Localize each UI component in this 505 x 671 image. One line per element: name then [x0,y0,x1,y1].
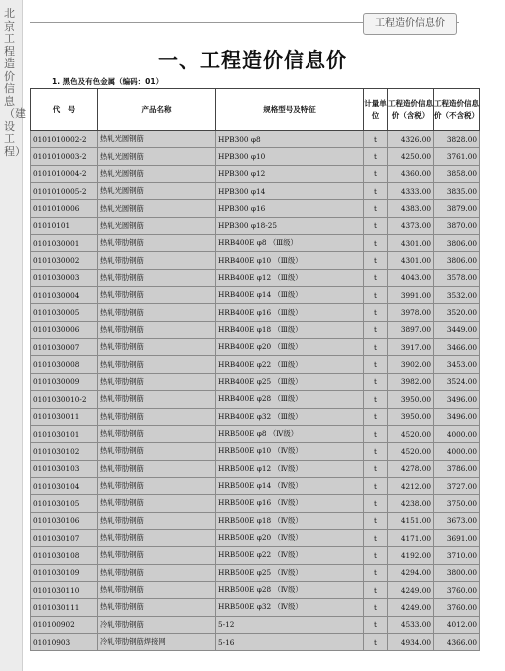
cell-code: 0101030001 [31,235,98,252]
cell-spec: HPB300 φ8 [216,131,364,148]
table-body [31,131,480,651]
cell-spec: HRB400E φ10 （Ⅲ级） [216,252,364,269]
table-row [31,183,480,200]
table-row [31,477,480,494]
cell-price-notax: 3532.00 [434,287,480,304]
cell-unit: t [364,339,388,356]
section-heading: 1. 黑色及有色金属（编码：01） [52,77,164,86]
cell-spec: HRB400E φ14 （Ⅲ级） [216,287,364,304]
cell-price-tax: 4238.00 [388,495,434,512]
cell-code: 0101030003 [31,269,98,286]
cell-unit: t [364,495,388,512]
cell-code: 01010101 [31,217,98,234]
table-row [31,495,480,512]
table-row [31,321,480,338]
cell-price-tax: 4171.00 [388,529,434,546]
header-unit: 计量单位 [364,89,388,131]
cell-code: 0101030010-2 [31,391,98,408]
cell-code: 0101030005 [31,304,98,321]
cell-code: 0101030111 [31,599,98,616]
cell-price-tax: 4360.00 [388,165,434,182]
cell-unit: t [364,200,388,217]
cell-name: 热轧带肋钢筋 [98,304,216,321]
cell-spec: HRB400E φ28 （Ⅲ级） [216,391,364,408]
cell-unit: t [364,148,388,165]
cell-name: 热轧带肋钢筋 [98,443,216,460]
cell-name: 热轧带肋钢筋 [98,599,216,616]
cell-price-tax: 4520.00 [388,443,434,460]
cell-unit: t [364,165,388,182]
cell-name: 热轧光圆钢筋 [98,217,216,234]
cell-price-tax: 4151.00 [388,512,434,529]
cell-price-notax: 3800.00 [434,564,480,581]
table-row [31,564,480,581]
cell-price-notax: 3496.00 [434,408,480,425]
cell-price-notax: 3673.00 [434,512,480,529]
table-row [31,131,480,148]
side-strip [0,0,26,671]
cell-name: 热轧带肋钢筋 [98,321,216,338]
cell-price-tax: 4249.00 [388,599,434,616]
cell-price-notax: 3578.00 [434,269,480,286]
cell-price-notax: 3870.00 [434,217,480,234]
cell-unit: t [364,269,388,286]
table-row [31,148,480,165]
header-name: 产品名称 [98,89,216,131]
table-header-row [31,89,480,131]
cell-price-tax: 3982.00 [388,373,434,390]
cell-spec: HRB500E φ20 （Ⅳ级） [216,529,364,546]
cell-unit: t [364,581,388,598]
cell-name: 热轧带肋钢筋 [98,356,216,373]
cell-code: 0101030110 [31,581,98,598]
cell-name: 热轧带肋钢筋 [98,477,216,494]
cell-price-notax: 3466.00 [434,339,480,356]
table-row [31,581,480,598]
cell-unit: t [364,235,388,252]
cell-name: 热轧带肋钢筋 [98,287,216,304]
cell-unit: t [364,408,388,425]
cell-unit: t [364,304,388,321]
cell-spec: HRB400E φ25 （Ⅲ级） [216,373,364,390]
cell-spec: HRB400E φ12 （Ⅲ级） [216,269,364,286]
cell-price-notax: 3806.00 [434,252,480,269]
cell-price-tax: 4043.00 [388,269,434,286]
cell-code: 0101030008 [31,356,98,373]
cell-price-tax: 4934.00 [388,633,434,650]
cell-price-notax: 4000.00 [434,443,480,460]
cell-spec: HRB400E φ32 （Ⅲ级） [216,408,364,425]
cell-spec: HPB300 φ16 [216,200,364,217]
cell-name: 冷轧带肋钢筋焊接网 [98,633,216,650]
table-row [31,287,480,304]
cell-code: 0101030002 [31,252,98,269]
table-row [31,373,480,390]
cell-price-tax: 4533.00 [388,616,434,633]
cell-unit: t [364,356,388,373]
cell-name: 热轧带肋钢筋 [98,564,216,581]
table-row [31,235,480,252]
table-row [31,252,480,269]
cell-code: 0101030006 [31,321,98,338]
cell-code: 01010903 [31,633,98,650]
cell-code: 0101010004-2 [31,165,98,182]
cell-code: 0101030103 [31,460,98,477]
cell-price-notax: 3858.00 [434,165,480,182]
table-row [31,165,480,182]
cell-name: 热轧光圆钢筋 [98,148,216,165]
table-row [31,217,480,234]
cell-price-notax: 3750.00 [434,495,480,512]
cell-code: 0101030102 [31,443,98,460]
cell-code: 0101030009 [31,373,98,390]
cell-price-tax: 3991.00 [388,287,434,304]
cell-price-tax: 3950.00 [388,391,434,408]
cell-name: 热轧带肋钢筋 [98,252,216,269]
table-row [31,443,480,460]
cell-price-tax: 4249.00 [388,581,434,598]
cell-unit: t [364,183,388,200]
cell-code: 010100902 [31,616,98,633]
cell-price-notax: 3453.00 [434,356,480,373]
cell-price-tax: 4326.00 [388,131,434,148]
cell-code: 0101030106 [31,512,98,529]
cell-name: 热轧带肋钢筋 [98,547,216,564]
table-row [31,512,480,529]
cell-unit: t [364,477,388,494]
cell-name: 热轧光圆钢筋 [98,131,216,148]
cell-spec: HRB500E φ28 （Ⅳ级） [216,581,364,598]
cell-spec: HRB500E φ25 （Ⅳ级） [216,564,364,581]
cell-price-notax: 4366.00 [434,633,480,650]
page-title: 一、工程造价信息价 [158,48,347,72]
cell-unit: t [364,287,388,304]
cell-code: 0101030109 [31,564,98,581]
cell-spec: HRB500E φ12 （Ⅳ级） [216,460,364,477]
cell-code: 0101030107 [31,529,98,546]
header-tab: 工程造价信息价 [363,13,457,35]
cell-spec: HRB500E φ16 （Ⅳ级） [216,495,364,512]
cell-price-notax: 3760.00 [434,581,480,598]
cell-code: 0101010005-2 [31,183,98,200]
cell-name: 热轧光圆钢筋 [98,183,216,200]
cell-code: 0101030011 [31,408,98,425]
table-row [31,460,480,477]
cell-unit: t [364,547,388,564]
cell-price-notax: 3828.00 [434,131,480,148]
cell-price-notax: 3691.00 [434,529,480,546]
cell-spec: HRB400E φ22 （Ⅲ级） [216,356,364,373]
header-code: 代 号 [31,89,98,131]
cell-price-notax: 3835.00 [434,183,480,200]
cell-name: 热轧带肋钢筋 [98,581,216,598]
cell-code: 0101010003-2 [31,148,98,165]
table-row [31,599,480,616]
cell-name: 热轧带肋钢筋 [98,339,216,356]
cell-spec: HPB300 φ14 [216,183,364,200]
cell-code: 0101030004 [31,287,98,304]
cell-name: 冷轧带肋钢筋 [98,616,216,633]
table-row [31,339,480,356]
cell-name: 热轧带肋钢筋 [98,373,216,390]
cell-unit: t [364,425,388,442]
cell-code: 0101010006 [31,200,98,217]
table-row [31,356,480,373]
cell-name: 热轧带肋钢筋 [98,529,216,546]
cell-spec: HPB300 φ18-25 [216,217,364,234]
cell-price-tax: 4333.00 [388,183,434,200]
cell-name: 热轧带肋钢筋 [98,235,216,252]
cell-price-tax: 4520.00 [388,425,434,442]
cell-price-notax: 4000.00 [434,425,480,442]
cell-code: 0101030007 [31,339,98,356]
table-row [31,529,480,546]
cell-price-notax: 4012.00 [434,616,480,633]
cell-price-tax: 4212.00 [388,477,434,494]
cell-code: 0101030108 [31,547,98,564]
cell-price-tax: 4373.00 [388,217,434,234]
cell-price-tax: 4250.00 [388,148,434,165]
cell-price-notax: 3786.00 [434,460,480,477]
cell-spec: HRB400E φ8 （Ⅲ级） [216,235,364,252]
cell-unit: t [364,252,388,269]
cell-name: 热轧带肋钢筋 [98,425,216,442]
cell-unit: t [364,217,388,234]
table-row [31,408,480,425]
cell-spec: HRB500E φ22 （Ⅳ级） [216,547,364,564]
cell-name: 热轧带肋钢筋 [98,269,216,286]
cell-spec: 5-12 [216,616,364,633]
table-row [31,425,480,442]
cell-price-notax: 3496.00 [434,391,480,408]
cell-unit: t [364,391,388,408]
cell-name: 热轧带肋钢筋 [98,408,216,425]
cell-name: 热轧带肋钢筋 [98,460,216,477]
cell-price-notax: 3710.00 [434,547,480,564]
cell-price-tax: 3917.00 [388,339,434,356]
cell-name: 热轧光圆钢筋 [98,165,216,182]
cell-price-notax: 3760.00 [434,599,480,616]
cell-price-notax: 3806.00 [434,235,480,252]
cell-price-tax: 3950.00 [388,408,434,425]
cell-price-tax: 4383.00 [388,200,434,217]
cell-code: 0101010002-2 [31,131,98,148]
cell-spec: HRB500E φ10 （Ⅳ级） [216,443,364,460]
cell-price-tax: 4278.00 [388,460,434,477]
cell-code: 0101030101 [31,425,98,442]
cell-unit: t [364,564,388,581]
table-row [31,633,480,650]
cell-price-tax: 3902.00 [388,356,434,373]
cell-unit: t [364,373,388,390]
cell-unit: t [364,529,388,546]
cell-spec: HRB400E φ16 （Ⅲ级） [216,304,364,321]
cell-price-tax: 3897.00 [388,321,434,338]
cell-price-tax: 3978.00 [388,304,434,321]
cell-price-tax: 4192.00 [388,547,434,564]
cell-price-notax: 3520.00 [434,304,480,321]
cell-price-notax: 3727.00 [434,477,480,494]
cell-code: 0101030104 [31,477,98,494]
header-spec: 规格型号及特征 [216,89,364,131]
cell-name: 热轧带肋钢筋 [98,512,216,529]
cell-unit: t [364,443,388,460]
cell-price-notax: 3879.00 [434,200,480,217]
cell-unit: t [364,633,388,650]
cell-unit: t [364,616,388,633]
cell-unit: t [364,599,388,616]
side-publication-title: 北京工程造价信息（建设工程） [4,7,26,158]
table-row [31,200,480,217]
table-row [31,391,480,408]
cell-price-notax: 3449.00 [434,321,480,338]
header-price-notax: 工程造价信息价（不含税） [434,89,480,131]
cell-unit: t [364,321,388,338]
header-price-tax: 工程造价信息价（含税） [388,89,434,131]
cell-spec: HRB500E φ14 （Ⅳ级） [216,477,364,494]
cell-unit: t [364,512,388,529]
cell-price-notax: 3761.00 [434,148,480,165]
cell-name: 热轧光圆钢筋 [98,200,216,217]
cell-spec: HRB400E φ18 （Ⅲ级） [216,321,364,338]
table-row [31,269,480,286]
cell-price-notax: 3524.00 [434,373,480,390]
cell-spec: HRB400E φ20 （Ⅲ级） [216,339,364,356]
cell-price-tax: 4301.00 [388,235,434,252]
cell-name: 热轧带肋钢筋 [98,391,216,408]
cell-unit: t [364,131,388,148]
cell-spec: 5-16 [216,633,364,650]
price-table [30,88,480,651]
cell-spec: HRB500E φ18 （Ⅳ级） [216,512,364,529]
cell-spec: HPB300 φ12 [216,165,364,182]
cell-unit: t [364,460,388,477]
table-row [31,304,480,321]
table-row [31,616,480,633]
cell-spec: HRB500E φ8 （Ⅳ级） [216,425,364,442]
cell-price-tax: 4294.00 [388,564,434,581]
cell-price-tax: 4301.00 [388,252,434,269]
table-row [31,547,480,564]
cell-spec: HPB300 φ10 [216,148,364,165]
cell-code: 0101030105 [31,495,98,512]
cell-spec: HRB500E φ32 （Ⅳ级） [216,599,364,616]
cell-name: 热轧带肋钢筋 [98,495,216,512]
